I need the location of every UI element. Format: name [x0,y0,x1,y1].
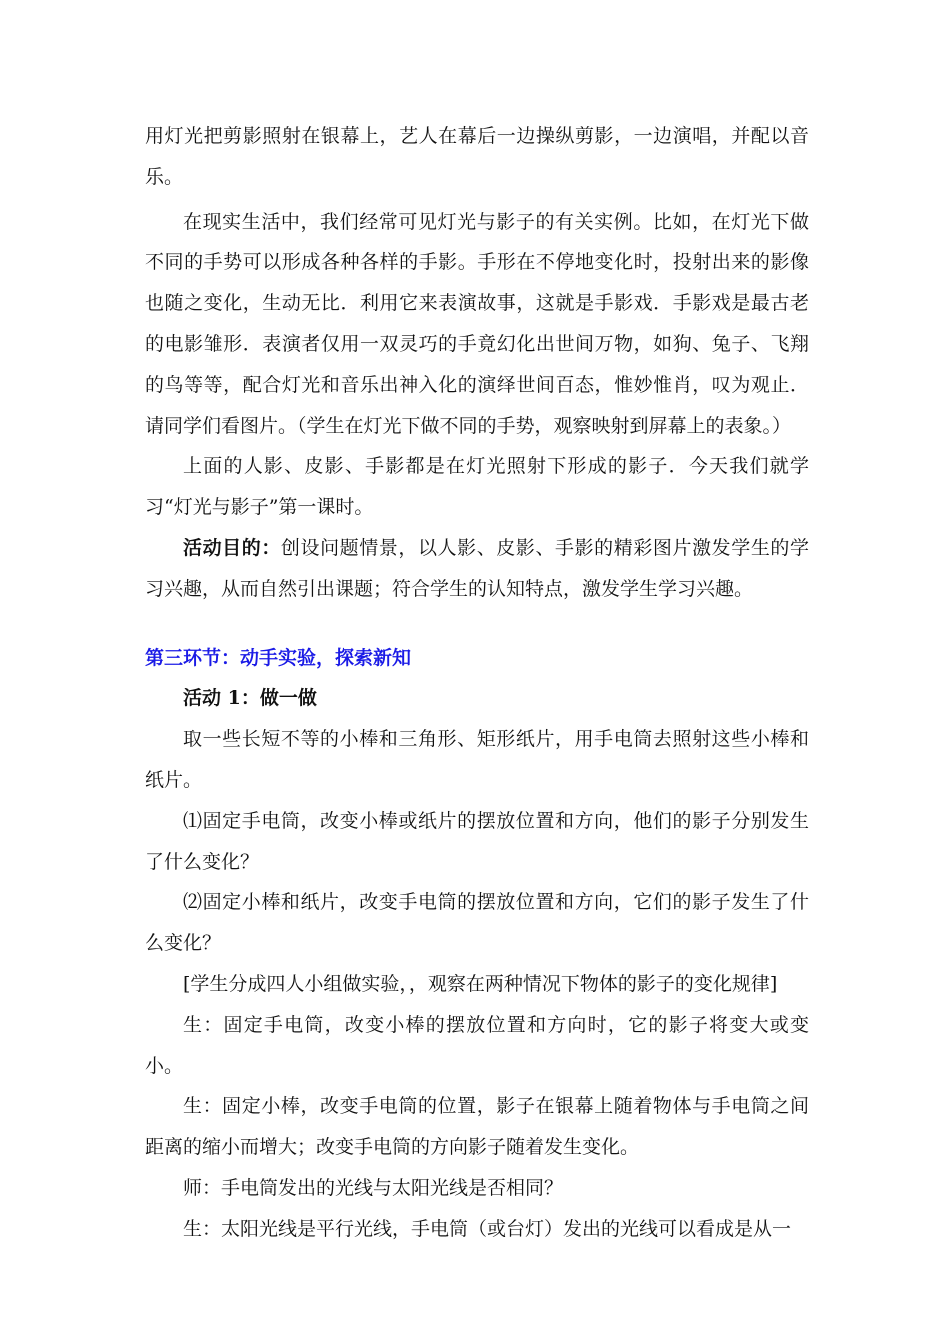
body-paragraph: 生：固定小棒，改变手电筒的位置，影子在银幕上随着物体与手电筒之间距离的缩小而增大；改变手电筒的方向影子随着发生变化。 [145,1095,809,1159]
paragraph-lesson-intro: 上面的人影、皮影、手影都是在灯光照射下形成的影子．今天我们就学习“灯光与影子”第一课时。 [145,455,809,519]
body-paragraph: [学生分成四人小组做实验，，观察在两种情况下物体的影子的变化规律] [183,972,778,995]
activity-heading: 活动 1：做一做 [183,687,317,710]
paragraph-activity-purpose [145,528,809,610]
body-paragraph: ⑵固定小棒和纸片，改变手电筒的摆放位置和方向，它们的影子发生了什么变化？ [145,891,809,955]
activity-purpose-label: 活动目的： [183,536,281,559]
body-paragraph: ⑴固定手电筒，改变小棒或纸片的摆放位置和方向，他们的影子分别发生了什么变化？ [145,809,809,873]
body-paragraph: 生：太阳光线是平行光线，手电筒（或台灯）发出的光线可以看成是从一 [183,1217,792,1240]
body-paragraph: 师：手电筒发出的光线与太阳光线是否相同？ [183,1176,564,1199]
body-paragraph: 取一些长短不等的小棒和三角形、矩形纸片，用手电筒去照射这些小棒和纸片。 [145,728,809,791]
section-heading: 第三环节：动手实验，探索新知 [145,646,412,669]
paragraph-hand-shadow: 在现实生活中，我们经常可见灯光与影子的有关实例。比如，在灯光下做不同的手势可以形成各种各样的手影。手形在不停地变化时，投射出来的影像也随之变化，生动无比．利用它来表演故事，这就是手影戏．手影戏是最古老的电影雏形．表演者仅用一双灵巧的手竟幻化出世间万物，如狗、兔子、飞翔的鸟等等，配合灯光和音乐出神入化的演绎世间百态，惟妙惟肖，叹为观止．请同学们看图片。（学生在灯光下做不同的手势，观察映射到屏幕上的表象。） [145,210,809,437]
activity-purpose-text: 创设问题情景，以人影、皮影、手影的精彩图片激发学生的学习兴趣，从而自然引出课题；符合学生的认知特点，激发学生学习兴趣。 [145,536,809,600]
document-body [145,116,809,1250]
paragraph-continued: 用灯光把剪影照射在银幕上，艺人在幕后一边操纵剪影，一边演唱，并配以音乐。 [145,125,809,188]
body-paragraph: 生：固定手电筒，改变小棒的摆放位置和方向时，它的影子将变大或变小。 [145,1013,809,1077]
